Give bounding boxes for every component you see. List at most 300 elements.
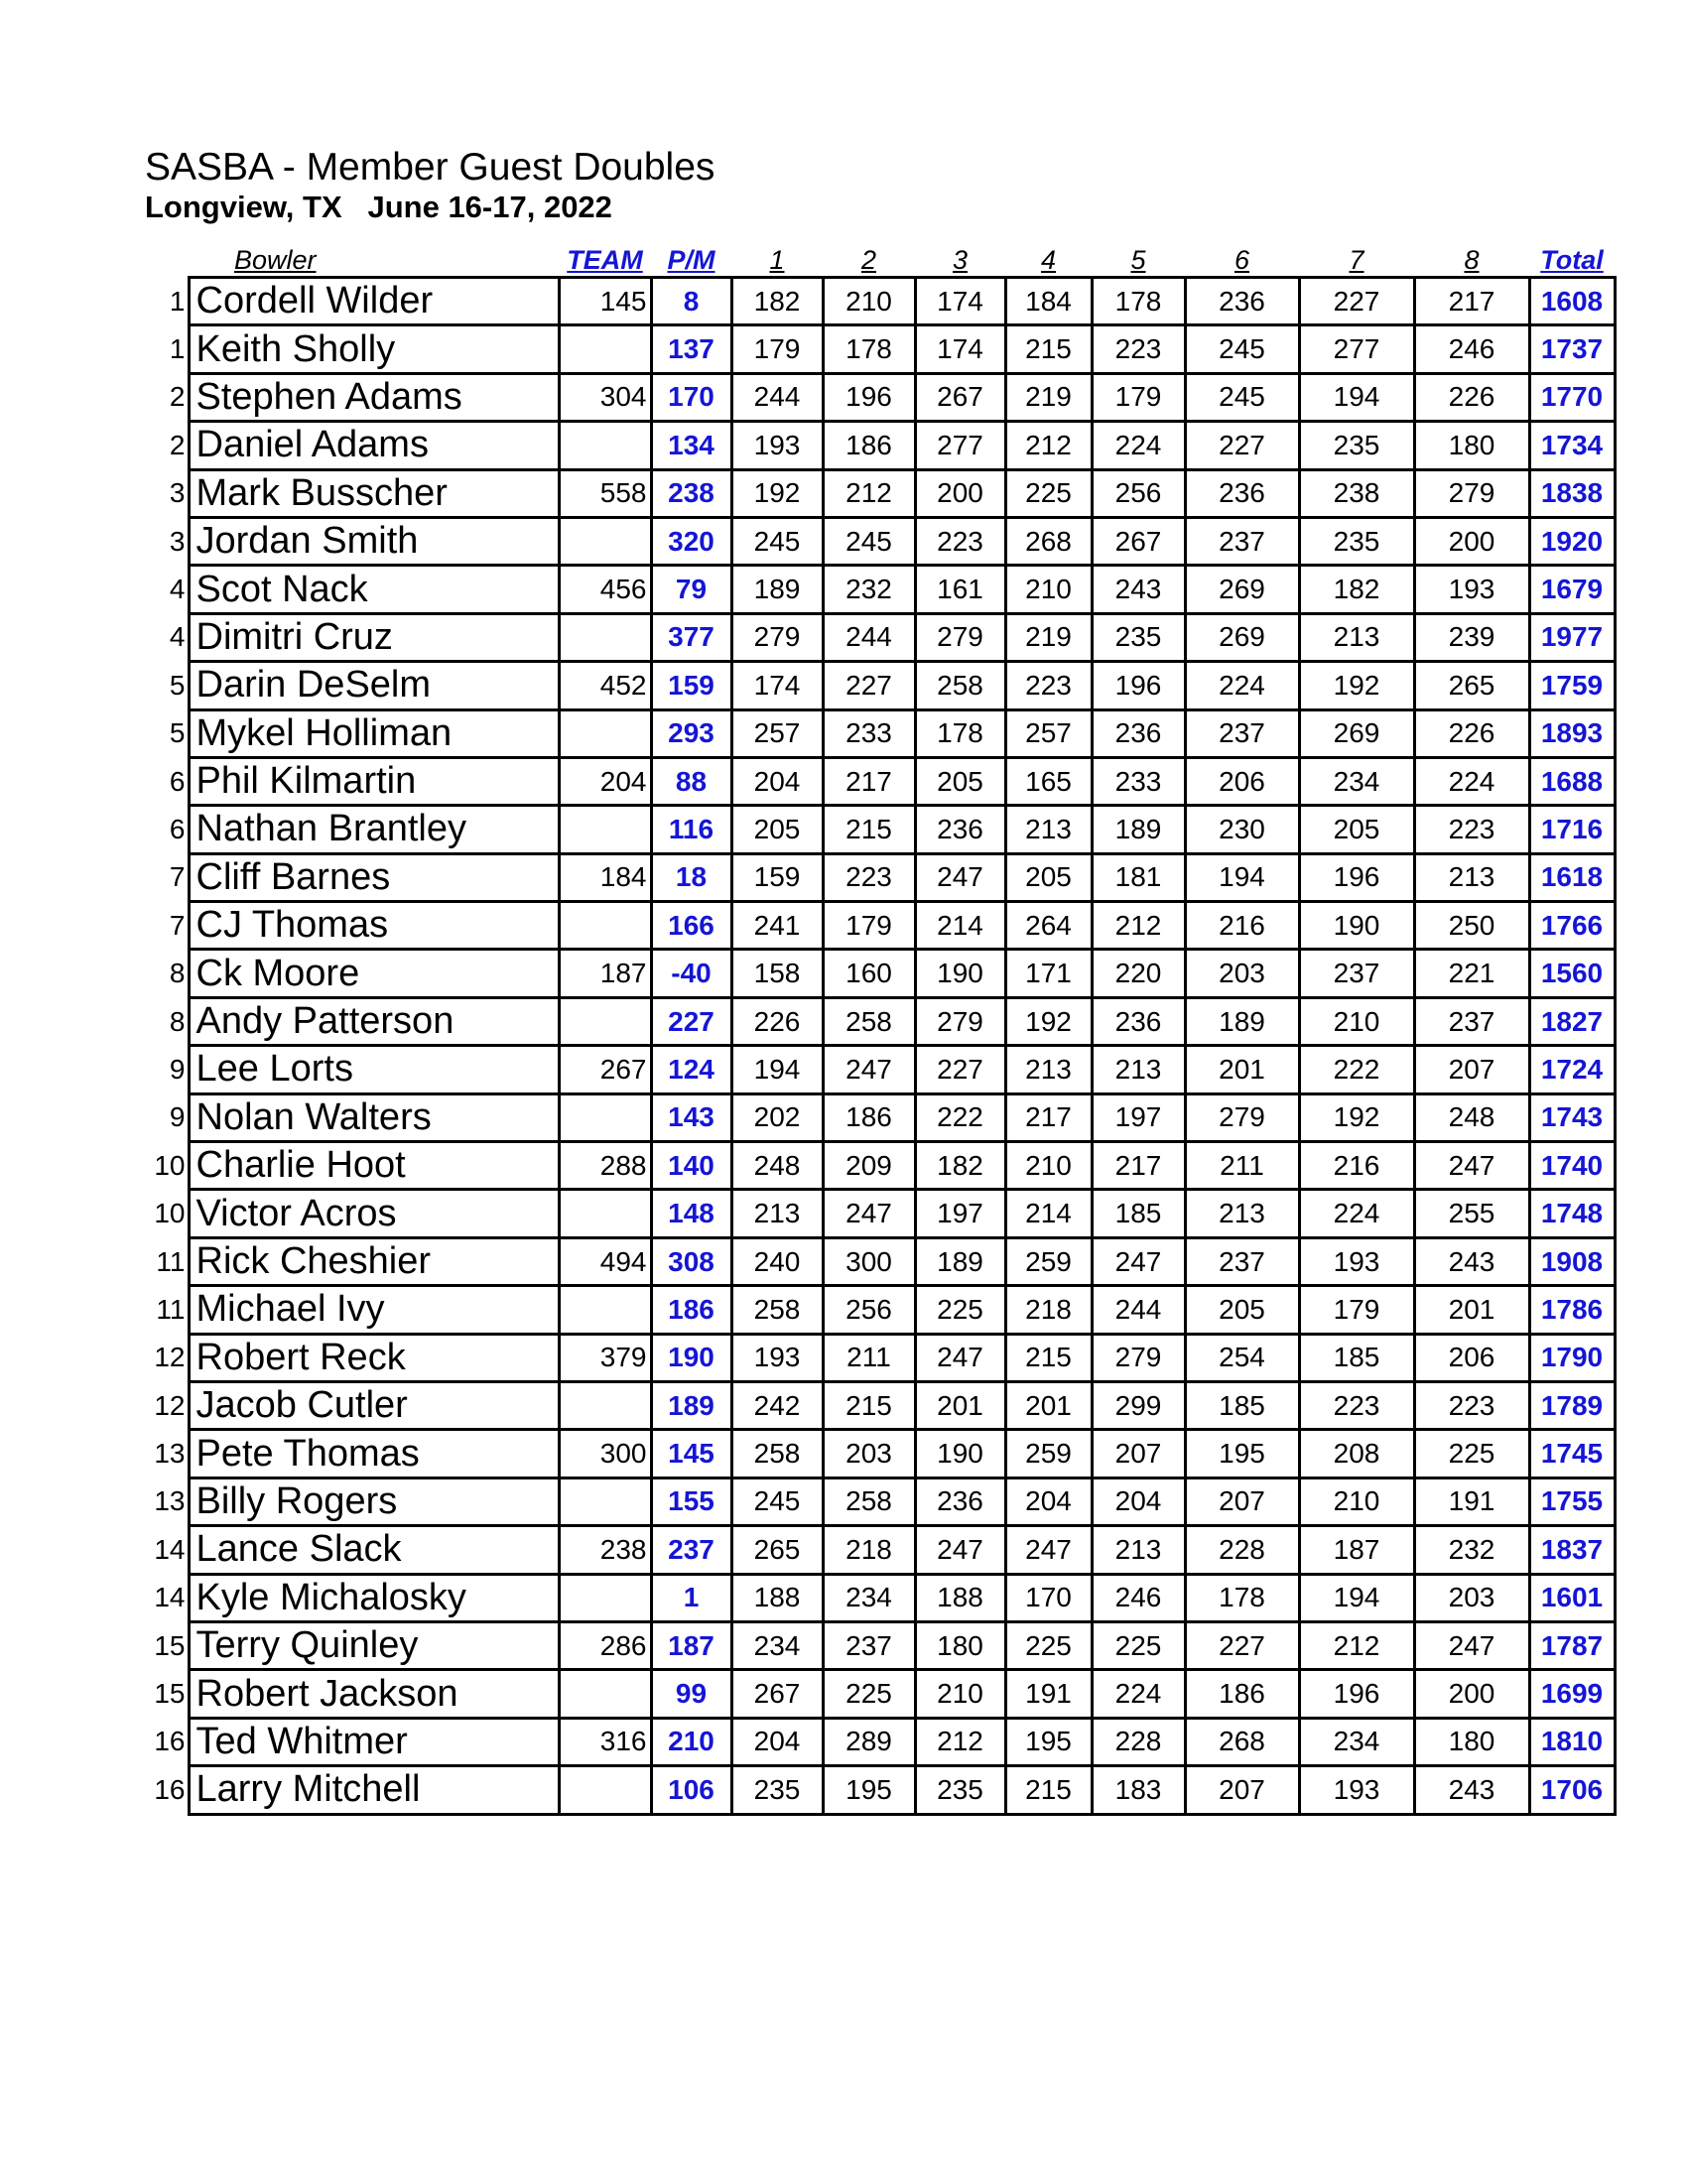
rank-cell: 2: [169, 381, 186, 413]
pm-cell: 210: [651, 1718, 731, 1765]
document-title: SASBA - Member Guest Doubles: [145, 146, 715, 189]
game-7-cell: 185: [1299, 1334, 1414, 1381]
game-5-cell: 183: [1092, 1766, 1185, 1814]
pm-cell: -40: [651, 950, 731, 997]
header-game-8: 8: [1464, 245, 1480, 275]
pm-cell: 237: [651, 1526, 731, 1574]
bowler-name-cell: Robert Reck: [189, 1334, 559, 1381]
game-4-cell: 268: [1005, 517, 1092, 565]
table-row: [149, 997, 1615, 1045]
rank-cell: 13: [154, 1485, 186, 1517]
game-8-cell: 207: [1414, 1046, 1529, 1093]
pm-cell: 106: [651, 1766, 731, 1814]
pm-cell: 170: [651, 373, 731, 421]
table-row: [149, 1477, 1615, 1525]
game-5-cell: 196: [1092, 662, 1185, 709]
game-4-cell: 204: [1005, 1477, 1092, 1525]
game-8-cell: 201: [1414, 1286, 1529, 1334]
game-3-cell: 201: [915, 1381, 1005, 1429]
game-8-cell: 255: [1414, 1190, 1529, 1237]
game-6-cell: 268: [1185, 1718, 1299, 1765]
game-5-cell: 217: [1092, 1142, 1185, 1190]
game-6-cell: 189: [1185, 997, 1299, 1045]
table-row: [149, 613, 1615, 661]
pm-cell: 187: [651, 1621, 731, 1669]
rank-cell: 16: [154, 1726, 186, 1757]
team-score-cell: [559, 1093, 651, 1141]
game-4-cell: 195: [1005, 1718, 1092, 1765]
bowler-name-cell: Pete Thomas: [189, 1430, 559, 1477]
game-5-cell: 236: [1092, 709, 1185, 757]
game-3-cell: 225: [915, 1286, 1005, 1334]
game-8-cell: 224: [1414, 757, 1529, 805]
rank-cell: 13: [154, 1438, 186, 1470]
game-7-cell: 235: [1299, 422, 1414, 469]
total-cell: 1837: [1529, 1526, 1615, 1574]
team-score-cell: [559, 1766, 651, 1814]
rank-cell: 10: [154, 1149, 186, 1181]
rank-cell: 3: [169, 477, 186, 509]
total-cell: 1827: [1529, 997, 1615, 1045]
total-cell: 1688: [1529, 757, 1615, 805]
team-score-cell: 187: [559, 950, 651, 997]
game-4-cell: 247: [1005, 1526, 1092, 1574]
pm-cell: 18: [651, 853, 731, 901]
game-4-cell: 170: [1005, 1574, 1092, 1621]
game-8-cell: 237: [1414, 997, 1529, 1045]
total-cell: 1716: [1529, 806, 1615, 853]
game-4-cell: 171: [1005, 950, 1092, 997]
game-3-cell: 210: [915, 1670, 1005, 1718]
game-7-cell: 269: [1299, 709, 1414, 757]
game-2-cell: 212: [823, 469, 915, 517]
pm-cell: 143: [651, 1093, 731, 1141]
pm-cell: 238: [651, 469, 731, 517]
pm-cell: 308: [651, 1237, 731, 1285]
total-cell: 1618: [1529, 853, 1615, 901]
bowler-name-cell: Michael Ivy: [189, 1286, 559, 1334]
bowler-name-cell: Larry Mitchell: [189, 1766, 559, 1814]
game-3-cell: 174: [915, 278, 1005, 325]
pm-cell: 148: [651, 1190, 731, 1237]
game-4-cell: 223: [1005, 662, 1092, 709]
game-3-cell: 267: [915, 373, 1005, 421]
game-5-cell: 224: [1092, 422, 1185, 469]
game-4-cell: 214: [1005, 1190, 1092, 1237]
game-1-cell: 194: [731, 1046, 823, 1093]
pm-cell: 8: [651, 278, 731, 325]
team-score-cell: [559, 1477, 651, 1525]
table-row: [149, 1718, 1615, 1765]
game-6-cell: 201: [1185, 1046, 1299, 1093]
game-8-cell: 248: [1414, 1093, 1529, 1141]
team-score-cell: 286: [559, 1621, 651, 1669]
bowler-name-cell: Jordan Smith: [189, 517, 559, 565]
game-2-cell: 195: [823, 1766, 915, 1814]
team-score-cell: 238: [559, 1526, 651, 1574]
game-7-cell: 223: [1299, 1381, 1414, 1429]
game-1-cell: 202: [731, 1093, 823, 1141]
game-8-cell: 180: [1414, 422, 1529, 469]
game-5-cell: 197: [1092, 1093, 1185, 1141]
bowler-name-cell: Lee Lorts: [189, 1046, 559, 1093]
game-1-cell: 188: [731, 1574, 823, 1621]
table-row: [149, 1046, 1615, 1093]
game-7-cell: 212: [1299, 1621, 1414, 1669]
game-7-cell: 192: [1299, 1093, 1414, 1141]
table-row: [149, 1142, 1615, 1190]
game-8-cell: 221: [1414, 950, 1529, 997]
game-8-cell: 247: [1414, 1142, 1529, 1190]
game-8-cell: 191: [1414, 1477, 1529, 1525]
game-1-cell: 242: [731, 1381, 823, 1429]
game-2-cell: 179: [823, 902, 915, 950]
game-3-cell: 279: [915, 997, 1005, 1045]
game-4-cell: 259: [1005, 1237, 1092, 1285]
game-6-cell: 207: [1185, 1766, 1299, 1814]
game-7-cell: 235: [1299, 517, 1414, 565]
game-6-cell: 186: [1185, 1670, 1299, 1718]
game-5-cell: 267: [1092, 517, 1185, 565]
total-cell: 1838: [1529, 469, 1615, 517]
game-1-cell: 244: [731, 373, 823, 421]
rank-cell: 7: [169, 909, 186, 941]
game-7-cell: 222: [1299, 1046, 1414, 1093]
game-6-cell: 254: [1185, 1334, 1299, 1381]
game-3-cell: 247: [915, 1526, 1005, 1574]
game-6-cell: 227: [1185, 1621, 1299, 1669]
game-5-cell: 236: [1092, 997, 1185, 1045]
team-score-cell: [559, 1286, 651, 1334]
game-6-cell: 269: [1185, 613, 1299, 661]
header-game-4: 4: [1040, 245, 1057, 275]
game-5-cell: 185: [1092, 1190, 1185, 1237]
game-3-cell: 279: [915, 613, 1005, 661]
game-3-cell: 236: [915, 806, 1005, 853]
game-6-cell: 211: [1185, 1142, 1299, 1190]
bowler-name-cell: Mark Busscher: [189, 469, 559, 517]
game-3-cell: 188: [915, 1574, 1005, 1621]
table-row: [149, 709, 1615, 757]
bowler-name-cell: Andy Patterson: [189, 997, 559, 1045]
pm-cell: 140: [651, 1142, 731, 1190]
pm-cell: 99: [651, 1670, 731, 1718]
game-7-cell: 208: [1299, 1430, 1414, 1477]
game-2-cell: 237: [823, 1621, 915, 1669]
game-5-cell: 220: [1092, 950, 1185, 997]
game-4-cell: 213: [1005, 1046, 1092, 1093]
rank-cell: 12: [154, 1389, 186, 1421]
game-7-cell: 193: [1299, 1237, 1414, 1285]
document-subtitle: Longview, TX June 16-17, 2022: [145, 190, 612, 224]
bowler-name-cell: Terry Quinley: [189, 1621, 559, 1669]
header-bowler: Bowler: [234, 245, 317, 275]
game-3-cell: 258: [915, 662, 1005, 709]
game-5-cell: 204: [1092, 1477, 1185, 1525]
team-score-cell: [559, 422, 651, 469]
game-7-cell: 192: [1299, 662, 1414, 709]
game-1-cell: 267: [731, 1670, 823, 1718]
game-6-cell: 205: [1185, 1286, 1299, 1334]
total-cell: 1608: [1529, 278, 1615, 325]
pm-cell: 320: [651, 517, 731, 565]
pm-cell: 377: [651, 613, 731, 661]
total-cell: 1920: [1529, 517, 1615, 565]
table-row: [149, 1766, 1615, 1814]
game-1-cell: 204: [731, 1718, 823, 1765]
team-score-cell: [559, 613, 651, 661]
rank-cell: 8: [169, 1005, 186, 1037]
game-4-cell: 205: [1005, 853, 1092, 901]
game-1-cell: 159: [731, 853, 823, 901]
game-6-cell: 178: [1185, 1574, 1299, 1621]
header-game-2: 2: [860, 245, 877, 275]
total-cell: 1560: [1529, 950, 1615, 997]
game-2-cell: 247: [823, 1190, 915, 1237]
game-1-cell: 257: [731, 709, 823, 757]
bowler-name-cell: Mykel Holliman: [189, 709, 559, 757]
game-3-cell: 161: [915, 566, 1005, 613]
game-3-cell: 212: [915, 1718, 1005, 1765]
table-row: [149, 1190, 1615, 1237]
team-score-cell: [559, 1670, 651, 1718]
rank-cell: 7: [169, 861, 186, 893]
game-4-cell: 215: [1005, 325, 1092, 373]
game-3-cell: 235: [915, 1766, 1005, 1814]
game-2-cell: 244: [823, 613, 915, 661]
table-row: [149, 1334, 1615, 1381]
game-6-cell: 230: [1185, 806, 1299, 853]
bowler-name-cell: Ck Moore: [189, 950, 559, 997]
game-3-cell: 205: [915, 757, 1005, 805]
bowler-name-cell: Keith Sholly: [189, 325, 559, 373]
bowler-name-cell: Billy Rogers: [189, 1477, 559, 1525]
bowler-name-cell: Rick Cheshier: [189, 1237, 559, 1285]
game-7-cell: 210: [1299, 997, 1414, 1045]
game-1-cell: 258: [731, 1286, 823, 1334]
game-8-cell: 200: [1414, 1670, 1529, 1718]
game-5-cell: 213: [1092, 1526, 1185, 1574]
table-row: [149, 422, 1615, 469]
game-3-cell: 180: [915, 1621, 1005, 1669]
game-5-cell: 246: [1092, 1574, 1185, 1621]
bowler-name-cell: Lance Slack: [189, 1526, 559, 1574]
team-score-cell: [559, 902, 651, 950]
game-5-cell: 189: [1092, 806, 1185, 853]
game-3-cell: 190: [915, 1430, 1005, 1477]
game-7-cell: 227: [1299, 278, 1414, 325]
game-1-cell: 193: [731, 1334, 823, 1381]
table-row: [149, 325, 1615, 373]
game-2-cell: 232: [823, 566, 915, 613]
game-6-cell: 227: [1185, 422, 1299, 469]
rank-cell: 8: [169, 958, 186, 989]
team-score-cell: [559, 1574, 651, 1621]
game-6-cell: 203: [1185, 950, 1299, 997]
total-cell: 1810: [1529, 1718, 1615, 1765]
header-total: Total: [1540, 245, 1604, 275]
game-1-cell: 245: [731, 1477, 823, 1525]
bowler-name-cell: CJ Thomas: [189, 902, 559, 950]
header-game-7: 7: [1349, 245, 1364, 275]
table-row: [149, 1526, 1615, 1574]
game-2-cell: 218: [823, 1526, 915, 1574]
game-6-cell: 245: [1185, 325, 1299, 373]
game-5-cell: 233: [1092, 757, 1185, 805]
game-6-cell: 237: [1185, 709, 1299, 757]
game-7-cell: 224: [1299, 1190, 1414, 1237]
team-score-cell: [559, 517, 651, 565]
rank-cell: 4: [169, 621, 186, 653]
game-8-cell: 200: [1414, 517, 1529, 565]
table-row: [149, 517, 1615, 565]
game-4-cell: 191: [1005, 1670, 1092, 1718]
game-6-cell: 237: [1185, 517, 1299, 565]
rank-cell: 11: [156, 1293, 186, 1325]
game-6-cell: 206: [1185, 757, 1299, 805]
game-8-cell: 225: [1414, 1430, 1529, 1477]
table-row: [149, 1093, 1615, 1141]
game-3-cell: 214: [915, 902, 1005, 950]
table-row: [149, 469, 1615, 517]
game-1-cell: 226: [731, 997, 823, 1045]
team-score-cell: 145: [559, 278, 651, 325]
game-7-cell: 234: [1299, 757, 1414, 805]
game-2-cell: 289: [823, 1718, 915, 1765]
total-cell: 1740: [1529, 1142, 1615, 1190]
table-row: [149, 950, 1615, 997]
game-1-cell: 193: [731, 422, 823, 469]
team-score-cell: [559, 709, 651, 757]
game-6-cell: 194: [1185, 853, 1299, 901]
game-5-cell: 235: [1092, 613, 1185, 661]
header-game-6: 6: [1234, 245, 1250, 275]
game-1-cell: 241: [731, 902, 823, 950]
table-body: [149, 278, 1615, 1815]
rank-cell: 15: [154, 1678, 186, 1710]
game-1-cell: 158: [731, 950, 823, 997]
game-2-cell: 211: [823, 1334, 915, 1381]
game-4-cell: 259: [1005, 1430, 1092, 1477]
rank-cell: 9: [169, 1101, 186, 1133]
bowler-name-cell: Scot Nack: [189, 566, 559, 613]
rank-cell: 2: [169, 429, 186, 460]
game-3-cell: 197: [915, 1190, 1005, 1237]
game-1-cell: 204: [731, 757, 823, 805]
total-cell: 1908: [1529, 1237, 1615, 1285]
game-5-cell: 212: [1092, 902, 1185, 950]
team-score-cell: 184: [559, 853, 651, 901]
game-2-cell: 256: [823, 1286, 915, 1334]
game-5-cell: 225: [1092, 1621, 1185, 1669]
table-row: [149, 902, 1615, 950]
game-4-cell: 217: [1005, 1093, 1092, 1141]
game-4-cell: 165: [1005, 757, 1092, 805]
game-7-cell: 179: [1299, 1286, 1414, 1334]
game-1-cell: 179: [731, 325, 823, 373]
game-3-cell: 189: [915, 1237, 1005, 1285]
game-6-cell: 228: [1185, 1526, 1299, 1574]
pm-cell: 1: [651, 1574, 731, 1621]
game-3-cell: 178: [915, 709, 1005, 757]
table-row: [149, 662, 1615, 709]
game-8-cell: 217: [1414, 278, 1529, 325]
game-6-cell: 195: [1185, 1430, 1299, 1477]
rank-cell: 10: [154, 1198, 186, 1229]
game-6-cell: 185: [1185, 1381, 1299, 1429]
team-score-cell: 204: [559, 757, 651, 805]
game-6-cell: 236: [1185, 469, 1299, 517]
game-5-cell: 178: [1092, 278, 1185, 325]
game-2-cell: 186: [823, 422, 915, 469]
team-score-cell: [559, 997, 651, 1045]
team-score-cell: [559, 325, 651, 373]
total-cell: 1679: [1529, 566, 1615, 613]
pm-cell: 137: [651, 325, 731, 373]
game-6-cell: 213: [1185, 1190, 1299, 1237]
game-8-cell: 193: [1414, 566, 1529, 613]
game-7-cell: 190: [1299, 902, 1414, 950]
game-4-cell: 201: [1005, 1381, 1092, 1429]
game-7-cell: 277: [1299, 325, 1414, 373]
game-5-cell: 243: [1092, 566, 1185, 613]
game-3-cell: 182: [915, 1142, 1005, 1190]
game-8-cell: 213: [1414, 853, 1529, 901]
game-8-cell: 223: [1414, 1381, 1529, 1429]
total-cell: 1790: [1529, 1334, 1615, 1381]
bowler-name-cell: Darin DeSelm: [189, 662, 559, 709]
game-4-cell: 192: [1005, 997, 1092, 1045]
game-5-cell: 213: [1092, 1046, 1185, 1093]
game-4-cell: 219: [1005, 373, 1092, 421]
game-3-cell: 247: [915, 1334, 1005, 1381]
game-2-cell: 234: [823, 1574, 915, 1621]
total-cell: 1893: [1529, 709, 1615, 757]
rank-cell: 1: [169, 333, 186, 365]
game-1-cell: 182: [731, 278, 823, 325]
game-4-cell: 215: [1005, 1334, 1092, 1381]
game-1-cell: 189: [731, 566, 823, 613]
total-cell: 1748: [1529, 1190, 1615, 1237]
game-5-cell: 299: [1092, 1381, 1185, 1429]
game-8-cell: 226: [1414, 373, 1529, 421]
game-2-cell: 233: [823, 709, 915, 757]
game-7-cell: 194: [1299, 373, 1414, 421]
game-5-cell: 244: [1092, 1286, 1185, 1334]
game-2-cell: 227: [823, 662, 915, 709]
team-score-cell: 379: [559, 1334, 651, 1381]
pm-cell: 190: [651, 1334, 731, 1381]
bowler-name-cell: Nolan Walters: [189, 1093, 559, 1141]
game-4-cell: 184: [1005, 278, 1092, 325]
bowler-name-cell: Victor Acros: [189, 1190, 559, 1237]
game-1-cell: 258: [731, 1430, 823, 1477]
rank-cell: 16: [154, 1773, 186, 1805]
rank-cell: 3: [169, 525, 186, 557]
game-4-cell: 212: [1005, 422, 1092, 469]
game-5-cell: 223: [1092, 325, 1185, 373]
team-score-cell: 494: [559, 1237, 651, 1285]
game-3-cell: 247: [915, 853, 1005, 901]
bowler-name-cell: Charlie Hoot: [189, 1142, 559, 1190]
game-4-cell: 218: [1005, 1286, 1092, 1334]
game-3-cell: 277: [915, 422, 1005, 469]
game-1-cell: 192: [731, 469, 823, 517]
bowler-name-cell: Kyle Michalosky: [189, 1574, 559, 1621]
game-1-cell: 213: [731, 1190, 823, 1237]
game-2-cell: 196: [823, 373, 915, 421]
game-6-cell: 279: [1185, 1093, 1299, 1141]
